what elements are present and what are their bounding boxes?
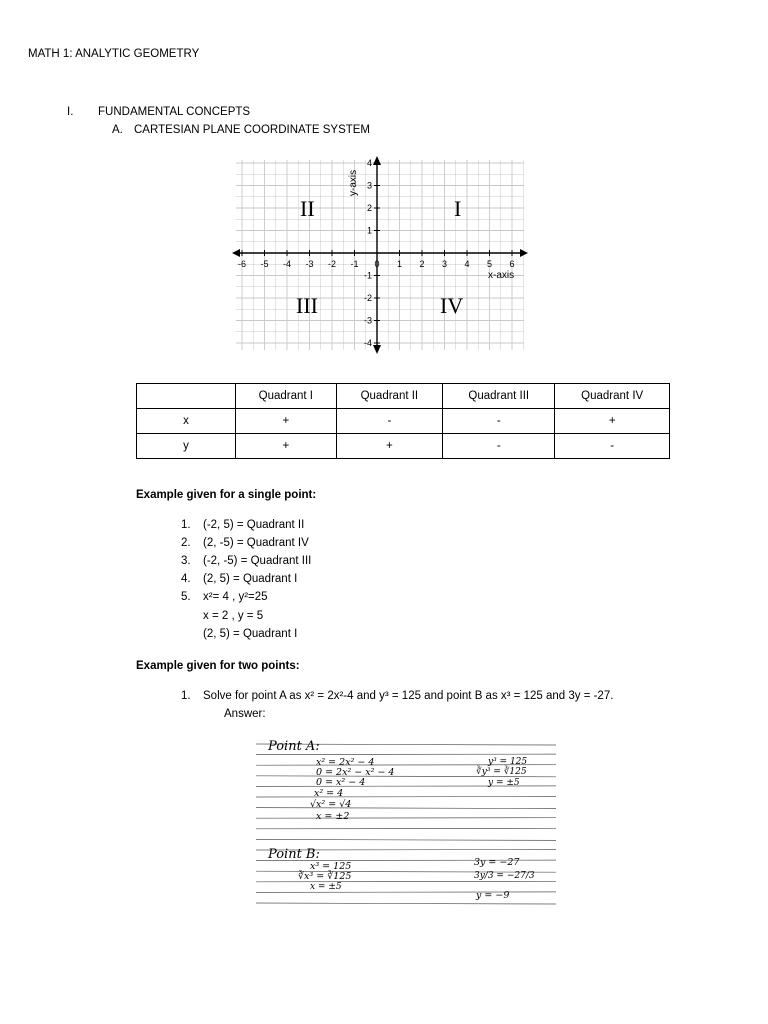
handwritten-line: x² = 2x² − 4 — [316, 757, 375, 768]
answer-label: Answer: — [224, 708, 266, 720]
quadrant-sign-table — [136, 383, 670, 459]
y-tick-label: 1 — [366, 225, 372, 236]
item-number: 4. — [181, 573, 191, 585]
handwritten-line: y = ±5 — [488, 778, 520, 788]
handwritten-line: ∛x³ = ∛125 — [298, 871, 352, 882]
two-points-example-heading: Example given for two points: — [136, 660, 300, 672]
quadrant-3-label: III — [296, 293, 318, 318]
cartesian-plane-figure — [230, 156, 530, 356]
section-number: I. — [67, 106, 74, 118]
x-tick-label: -5 — [260, 259, 269, 269]
table-cell: + — [555, 409, 670, 434]
continuation-line: (2, 5) = Quadrant I — [203, 628, 298, 640]
y-tick-label: 3 — [366, 180, 372, 191]
handwritten-line: x² = 4 — [314, 788, 344, 799]
x-tick-label: -3 — [305, 259, 314, 269]
x-axis-label: x-axis — [488, 270, 515, 281]
subsection-title: CARTESIAN PLANE COORDINATE SYSTEM — [134, 124, 371, 136]
single-point-example-heading: Example given for a single point: — [136, 489, 317, 501]
y-tick-label: 2 — [366, 203, 372, 213]
table-header-cell — [137, 384, 236, 409]
row-label: y — [137, 434, 236, 459]
handwritten-line: √x² = √4 — [310, 799, 352, 810]
y-axis-down-arrow — [373, 345, 381, 354]
item-number: 3. — [181, 555, 191, 567]
point-b-work — [267, 847, 535, 901]
handwritten-line: y = −9 — [476, 890, 510, 901]
point-a-work — [267, 739, 527, 822]
table-cell: + — [236, 409, 337, 434]
item-number: 1. — [181, 519, 191, 531]
x-tick-label: -6 — [237, 259, 247, 269]
x-tick-label: 6 — [509, 259, 515, 269]
section-title: FUNDAMENTAL CONCEPTS — [98, 106, 251, 118]
handwritten-line: x³ = 125 — [310, 861, 352, 872]
table-header-cell: Quadrant I — [236, 384, 337, 409]
ruled-line — [256, 828, 556, 829]
ruled-line — [256, 797, 556, 798]
table-row — [137, 434, 670, 459]
handwritten-line: 3y = −27 — [474, 857, 520, 868]
handwritten-line: y³ = 125 — [488, 757, 528, 767]
table-cell: - — [336, 409, 442, 434]
ruled-line — [256, 839, 556, 840]
ruled-line — [256, 754, 556, 755]
ruled-line — [256, 892, 556, 893]
ruled-line — [256, 808, 556, 809]
handwritten-line: 0 = x² − 4 — [316, 777, 366, 788]
item-number: 5. — [181, 591, 191, 603]
point-a-label: Point A: — [268, 739, 320, 754]
quadrant-1-label: I — [454, 196, 462, 221]
handwritten-line: ∛y³ = ∛125 — [476, 767, 527, 777]
handwritten-line: 3y/3 = −27/3 — [474, 871, 535, 881]
table-cell: + — [336, 434, 442, 459]
row-label: x — [137, 409, 236, 434]
point-b-label: Point B: — [268, 847, 320, 862]
two-points-problem — [181, 690, 613, 702]
x-tick-label: 3 — [441, 259, 448, 269]
table-header-cell: Quadrant II — [336, 384, 442, 409]
x-tick-label: -1 — [350, 259, 359, 269]
item-text: (-2, -5) = Quadrant III — [203, 555, 312, 567]
handwritten-line: x = ±5 — [310, 882, 342, 892]
x-axis-left-arrow — [232, 249, 240, 257]
item-number: 2. — [181, 537, 191, 549]
table-row — [137, 409, 670, 434]
continuation-line: x = 2 , y = 5 — [203, 610, 264, 622]
quadrant-4-label: IV — [440, 293, 464, 318]
item-text: (2, 5) = Quadrant I — [203, 573, 298, 585]
x-axis-right-arrow — [520, 249, 528, 257]
problem-number: 1. — [181, 690, 191, 702]
x-tick-label: 5 — [486, 259, 493, 269]
table-header-cell: Quadrant IV — [555, 384, 670, 409]
y-tick-label: -1 — [363, 270, 372, 281]
table-header-row — [137, 384, 670, 409]
x-tick-label: 4 — [464, 259, 470, 269]
handwritten-line: x = ±2 — [316, 811, 350, 822]
table-cell: + — [236, 434, 337, 459]
item-text: (2, -5) = Quadrant IV — [203, 537, 309, 549]
y-tick-label: -3 — [363, 315, 372, 326]
handwritten-line: 0 = 2x² − x² − 4 — [316, 767, 395, 778]
y-axis-label: y-axis — [348, 169, 359, 196]
y-tick-label: -2 — [363, 293, 372, 303]
document-title: MATH 1: ANALYTIC GEOMETRY — [28, 48, 200, 60]
ruled-line — [256, 818, 556, 819]
grid-lines — [236, 160, 524, 350]
subsection-letter: A. — [112, 124, 123, 136]
x-tick-label: 2 — [419, 259, 425, 269]
problem-text: Solve for point A as x² = 2x²-4 and y³ = 125 and point B as x³ = 125 and 3y = -27. — [203, 690, 614, 702]
ruled-line — [256, 903, 556, 904]
y-tick-label: -4 — [363, 338, 372, 348]
x-tick-label: -4 — [282, 259, 292, 269]
y-axis-up-arrow — [373, 156, 381, 165]
handwritten-solution-image — [254, 738, 558, 908]
item-text: x²= 4 , y²=25 — [203, 591, 268, 603]
x-tick-label: 1 — [396, 259, 403, 269]
quadrant-2-label: II — [300, 196, 315, 221]
table-cell: - — [443, 409, 555, 434]
item-text: (-2, 5) = Quadrant II — [203, 519, 305, 531]
table-cell: - — [443, 434, 555, 459]
y-tick-label: 4 — [366, 158, 372, 168]
x-tick-label: 0 — [374, 259, 380, 269]
table-header-cell: Quadrant III — [443, 384, 555, 409]
x-tick-label: -2 — [327, 259, 337, 269]
table-cell: - — [555, 434, 670, 459]
